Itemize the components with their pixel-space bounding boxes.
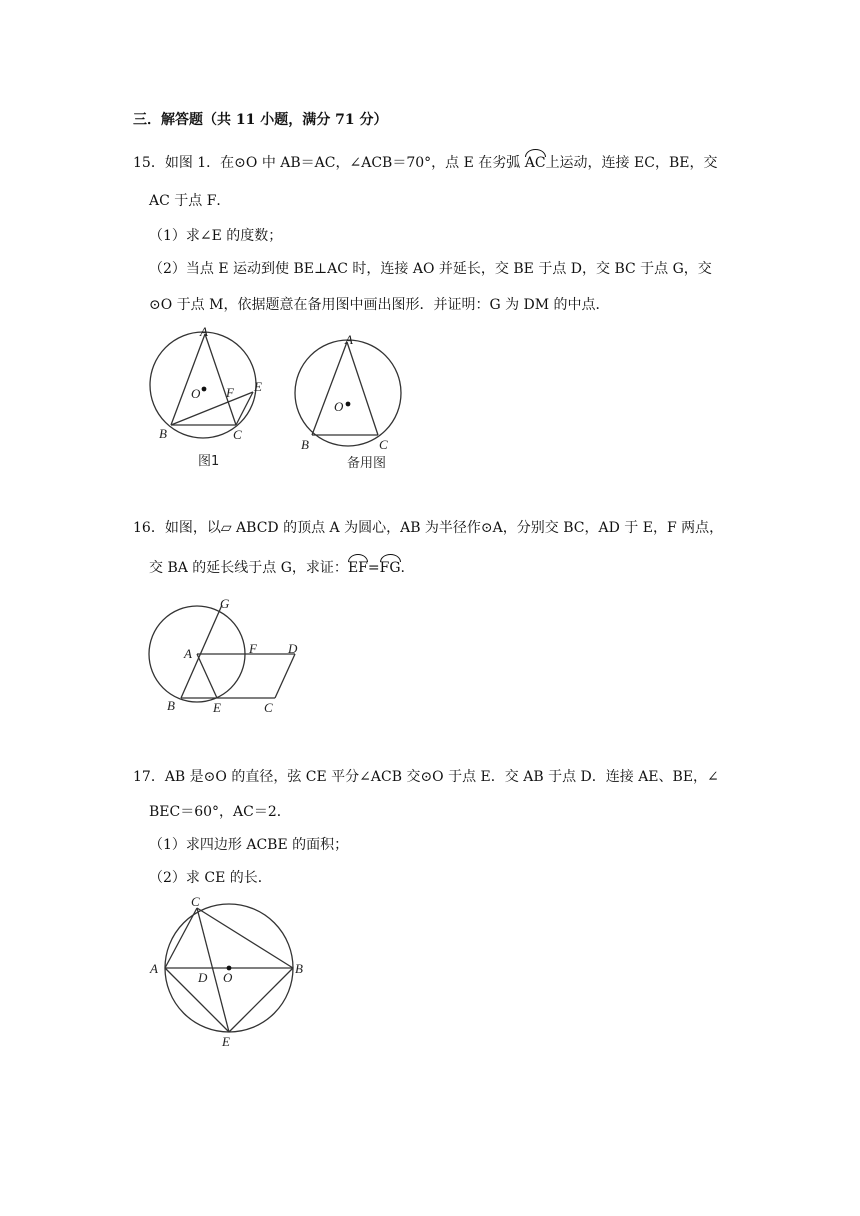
- q15-figure-backup: [285, 330, 415, 475]
- q17-line1: 17．AB 是⊙O 的直径，弦 CE 平分∠ACB 交⊙O 于点 E．交 AB 于点 D．连接 AE、BE，∠: [133, 769, 719, 785]
- q16-label-g: G: [220, 596, 230, 611]
- q16-label-c: C: [264, 700, 273, 715]
- section-heading: 三．解答题（共 11 小题，满分 71 分）: [133, 112, 388, 128]
- q17-label-a: A: [150, 961, 158, 976]
- q17-line2: BEC＝60°，AC＝2．: [149, 804, 291, 820]
- q15-part1: （1）求∠E 的度数；: [149, 228, 283, 244]
- q15-part2-line2: ⊙O 于点 M，依据题意在备用图中画出图形．并证明：G 为 DM 的中点．: [149, 297, 610, 313]
- fig1-label-a: A: [200, 324, 208, 339]
- q16-line1: 16．如图，以▱ ABCD 的顶点 A 为圆心，AB 为半径作⊙A，分别交 BC，AD 于 E，F 两点，: [133, 520, 724, 536]
- q16-equals: =: [367, 560, 380, 576]
- q15-part2-line1: （2）当点 E 运动到使 BE⊥AC 时，连接 AO 并延长，交 BE 于点 D，交 BC 于点 G，交: [149, 261, 712, 277]
- q16-seg-ae: [197, 654, 217, 698]
- fig1-seg-ac: [205, 334, 236, 425]
- q16-arc-ef: EF: [347, 560, 368, 576]
- q17-label-b: B: [295, 961, 303, 976]
- q15-line1-text-b: 上运动，连接 EC，BE，交: [545, 155, 718, 171]
- fig2-center-dot: [346, 402, 351, 407]
- q16-arc-fg: FG: [379, 560, 401, 576]
- q17-figure: [140, 893, 320, 1053]
- fig1-label-b: B: [159, 426, 167, 441]
- q17-label-o: O: [223, 970, 233, 985]
- fig1-circle: [150, 332, 256, 438]
- fig1-label-o: O: [191, 386, 201, 401]
- q16-label-d: D: [288, 641, 298, 656]
- q16-label-b: B: [167, 698, 175, 713]
- q15-line1: [133, 154, 717, 172]
- q15-arc-ac: AC: [524, 155, 546, 171]
- fig2-seg-ac: [347, 342, 378, 435]
- fig2-caption: 备用图: [347, 456, 387, 471]
- q17-part1: （1）求四边形 ACBE 的面积；: [149, 837, 349, 853]
- q17-seg-be: [229, 968, 293, 1032]
- fig1-label-f: F: [226, 385, 234, 400]
- q17-part2: （2）求 CE 的长．: [149, 870, 272, 886]
- fig1-caption: 图1: [198, 454, 220, 469]
- fig2-label-b: B: [301, 437, 309, 452]
- q15-figure-1: [140, 322, 280, 472]
- fig1-seg-ab: [171, 334, 205, 425]
- q17-label-c: C: [191, 894, 200, 909]
- fig2-label-a: A: [345, 332, 353, 347]
- fig1-center-dot: [202, 387, 207, 392]
- fig1-label-c: C: [233, 427, 242, 442]
- q16-line2-text: 交 BA 的延长线于点 G，求证：: [149, 560, 348, 576]
- q17-seg-ac: [165, 908, 197, 968]
- q16-figure: [140, 593, 310, 718]
- q15-line1-text-a: 15．如图 1．在⊙O 中 AB＝AC，∠ACB＝70°，点 E 在劣弧: [133, 155, 525, 171]
- q17-label-e: E: [222, 1034, 230, 1049]
- q17-label-d: D: [198, 970, 208, 985]
- q17-seg-ae: [165, 968, 229, 1032]
- fig1-label-e: E: [254, 379, 262, 394]
- q15-line2: AC 于点 F．: [149, 193, 231, 209]
- fig2-label-o: O: [334, 399, 344, 414]
- fig1-seg-be: [171, 392, 253, 425]
- q16-label-e: E: [213, 700, 221, 715]
- q17-seg-cb: [197, 908, 293, 968]
- fig2-seg-ab: [312, 342, 347, 435]
- fig2-circle: [295, 340, 401, 446]
- q16-end: .: [400, 560, 405, 576]
- q16-label-f: F: [249, 641, 257, 656]
- fig2-label-c: C: [379, 437, 388, 452]
- q16-line2: [149, 559, 405, 577]
- q16-label-a: A: [184, 646, 192, 661]
- q16-seg-dc: [275, 654, 295, 698]
